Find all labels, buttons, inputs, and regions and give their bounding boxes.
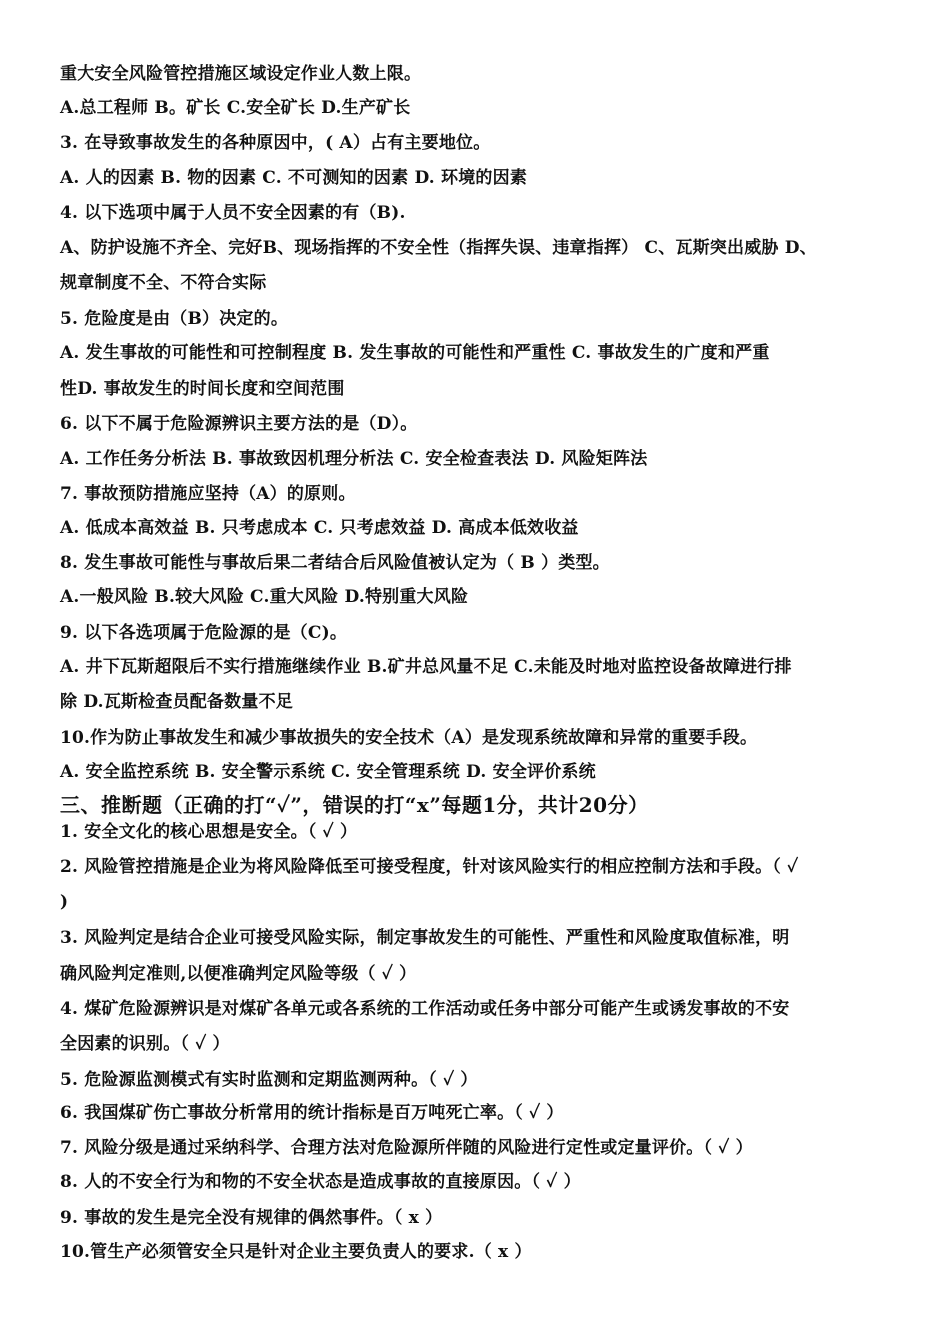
judgment-4: 4. 煤矿危险源辨识是对煤矿各单元或各系统的工作活动或任务中部分可能产生或诱发事故的不安 — [60, 999, 790, 1019]
judgment-1: 1. 安全文化的核心思想是安全。（ ✓ ） — [60, 822, 358, 842]
answer-options: A. 低成本高效益 B. 只考虑成本 C. 只考虑效益 D. 高成本低效收益 — [60, 518, 579, 538]
answer-options: A. 人的因素 B. 物的因素 C. 不可测知的因素 D. 环境的因素 — [60, 168, 528, 188]
question-8: 8. 发生事故可能性与事故后果二者结合后风险值被认定为（ B ）类型。 — [60, 553, 610, 573]
judgment-3: 3. 风险判定是结合企业可接受风险实际，制定事故发生的可能性、严重性和风险度取值标准，明 — [60, 928, 790, 948]
question-7: 7. 事故预防措施应坚持（A）的原则。 — [60, 484, 356, 504]
question-9: 9. 以下各选项属于危险源的是（C)。 — [60, 623, 348, 643]
answer-options-cont: 规章制度不全、不符合实际 — [60, 273, 267, 293]
judgment-8: 8. 人的不安全行为和物的不安全状态是造成事故的直接原因。（ ✓ ） — [60, 1172, 581, 1192]
judgment-3-cont: 确风险判定准则,以便准确判定风险等级（ ✓ ） — [60, 964, 417, 984]
judgment-4-cont: 全因素的识别。（ ✓ ） — [60, 1034, 230, 1054]
answer-options: A. 发生事故的可能性和可控制程度 B. 发生事故的可能性和严重性 C. 事故发生的广度和严重 — [60, 343, 770, 363]
answer-options: A. 工作任务分析法 B. 事故致因机理分析法 C. 安全检查表法 D. 风险矩阵法 — [60, 449, 648, 469]
question-4: 4. 以下选项中属于人员不安全因素的有（B). — [60, 203, 406, 223]
judgment-2: 2. 风险管控措施是企业为将风险降低至可接受程度，针对该风险实行的相应控制方法和手段。（ ✓ — [60, 857, 799, 877]
answer-options: A. 安全监控系统 B. 安全警示系统 C. 安全管理系统 D. 安全评价系统 — [60, 762, 596, 782]
judgment-6: 6. 我国煤矿伤亡事故分析常用的统计指标是百万吨死亡率。（ ✓ ） — [60, 1103, 564, 1123]
judgment-5: 5. 危险源监测模式有实时监测和定期监测两种。（ ✓ ） — [60, 1070, 478, 1090]
answer-options: A、防护设施不齐全、完好B、现场指挥的不安全性（指挥失误、违章指挥） C、瓦斯突出威胁 D、 — [60, 238, 817, 258]
judgment-2-cont: ) — [60, 892, 69, 912]
judgment-7: 7. 风险分级是通过采纳科学、合理方法对危险源所伴随的风险进行定性或定量评价。（ ✓ ） — [60, 1138, 753, 1158]
answer-options: A.总工程师 B。矿长 C.安全矿长 D.生产矿长 — [60, 98, 411, 118]
section-heading: 三、推断题（正确的打“✓”，错误的打“x”每题1分，共计20分） — [60, 793, 649, 817]
question-6: 6. 以下不属于危险源辨识主要方法的是（D）。 — [60, 414, 418, 434]
question-5: 5. 危险度是由（B）决定的。 — [60, 309, 289, 329]
judgment-9: 9. 事故的发生是完全没有规律的偶然事件。（ x ） — [60, 1208, 443, 1228]
question-10: 10.作为防止事故发生和减少事故损失的安全技术（A）是发现系统故障和异常的重要手段。 — [60, 728, 758, 748]
question-3: 3. 在导致事故发生的各种原因中，( A）占有主要地位。 — [60, 133, 491, 153]
text-line: 重大安全风险管控措施区域设定作业人数上限。 — [60, 64, 422, 84]
judgment-10: 10.管生产必须管安全只是针对企业主要负责人的要求.（ x ） — [60, 1242, 532, 1262]
answer-options: A.一般风险 B.较大风险 C.重大风险 D.特别重大风险 — [60, 587, 469, 607]
answer-options-cont: 除 D.瓦斯检查员配备数量不足 — [60, 692, 293, 712]
answer-options: A. 井下瓦斯超限后不实行措施继续作业 B.矿井总风量不足 C.未能及时地对监控设备故障进行排 — [60, 657, 792, 677]
answer-options-cont: 性D. 事故发生的时间长度和空间范围 — [60, 379, 345, 399]
